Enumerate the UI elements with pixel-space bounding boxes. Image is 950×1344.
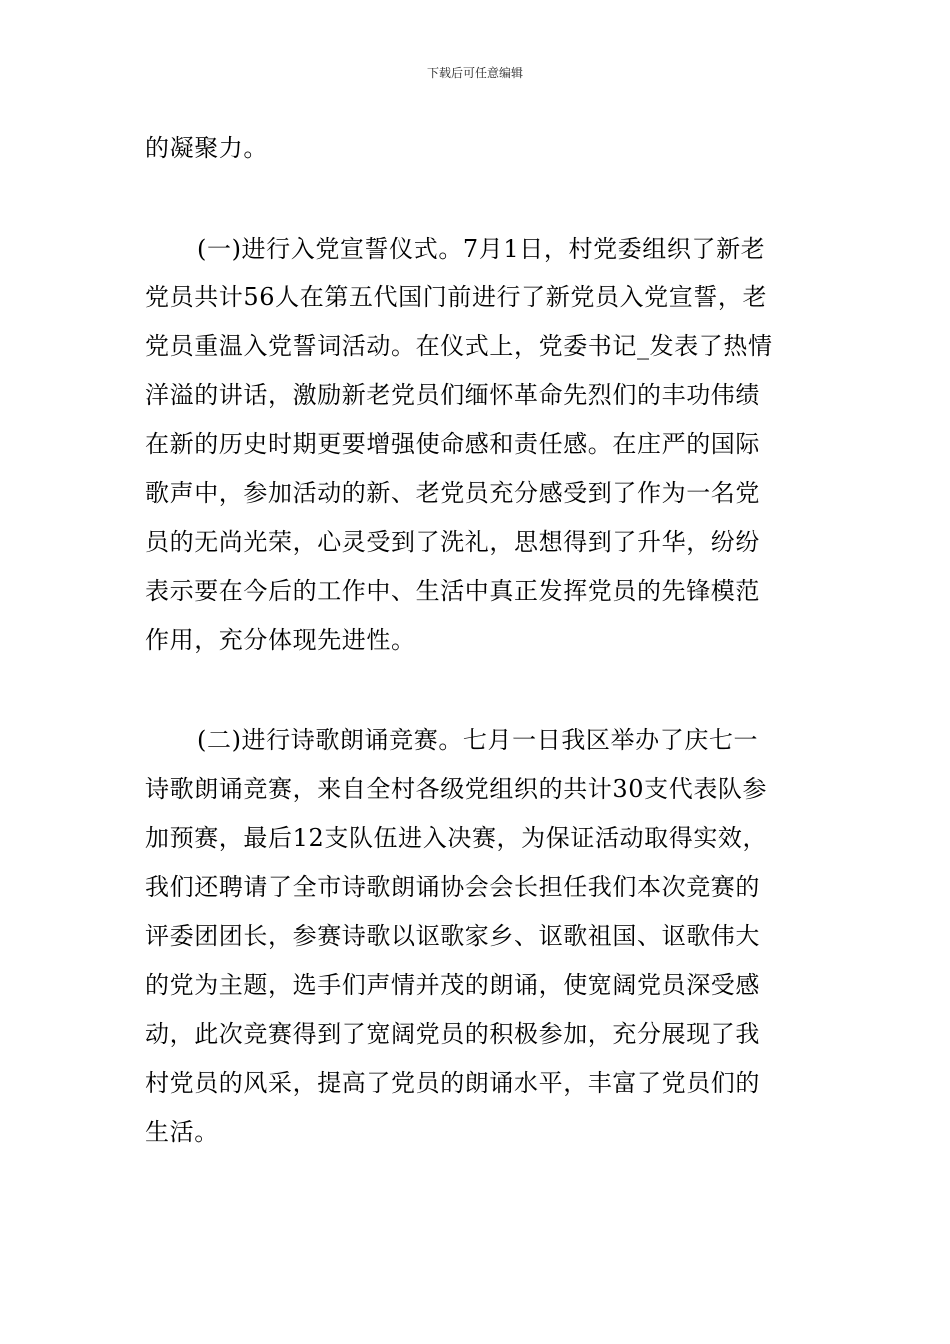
text-line: 我们还聘请了全市诗歌朗诵协会会长担任我们本次竞赛的 (145, 873, 760, 901)
text-line: 加预赛，最后12支队伍进入决赛，为保证活动取得实效， (145, 824, 768, 852)
text-line: 动，此次竞赛得到了宽阔党员的积极参加，充分展现了我 (145, 1020, 760, 1048)
text-line: 评委团团长，参赛诗歌以讴歌家乡、讴歌祖国、讴歌伟大 (145, 922, 760, 950)
text-line: 的党为主题，选手们声情并茂的朗诵，使宽阔党员深受感 (145, 971, 760, 999)
text-line: 作用，充分体现先进性。 (145, 626, 416, 654)
text-line: 歌声中，参加活动的新、老党员充分感受到了作为一名党 (145, 479, 760, 507)
text-line: 的凝聚力。 (145, 134, 268, 162)
text-line: (一)进行入党宣誓仪式。7月1日，村党委组织了新老 (197, 235, 766, 263)
text-line: 党员共计56人在第五代国门前进行了新党员入党宣誓，老 (145, 283, 768, 311)
text-line: (二)进行诗歌朗诵竞赛。七月一日我区举办了庆七一 (197, 726, 759, 754)
text-line: 诗歌朗诵竞赛，来自全村各级党组织的共计30支代表队参 (145, 775, 768, 803)
text-line: 村党员的风采，提高了党员的朗诵水平，丰富了党员们的 (145, 1069, 760, 1097)
text-line: 员的无尚光荣，心灵受到了洗礼，思想得到了升华，纷纷 (145, 528, 760, 556)
text-line: 生活。 (145, 1118, 219, 1146)
text-line: 在新的历史时期更要增强使命感和责任感。在庄严的国际 (145, 430, 760, 458)
text-line: 党员重温入党誓词活动。在仪式上，党委书记_发表了热情 (145, 332, 773, 360)
text-line: 洋溢的讲话，激励新老党员们缅怀革命先烈们的丰功伟绩 (145, 381, 760, 409)
page-header: 下载后可任意编辑 (426, 66, 523, 80)
text-line: 表示要在今后的工作中、生活中真正发挥党员的先锋模范 (145, 577, 760, 605)
